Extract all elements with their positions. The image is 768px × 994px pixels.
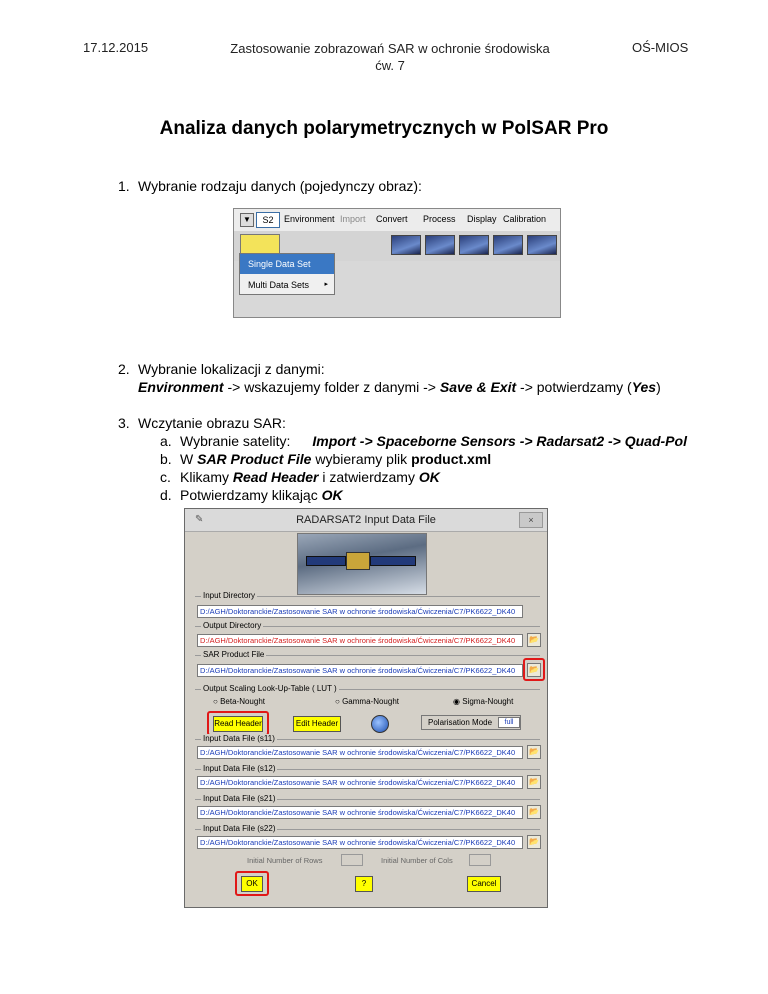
step-2-environment: Environment <box>138 379 224 395</box>
feather-icon: ✎ <box>195 514 204 525</box>
header-course <box>200 40 580 74</box>
radio-beta-label: Beta-Nought <box>220 697 265 706</box>
highlight-ring <box>207 711 269 736</box>
step-3c-letter: c. <box>160 469 171 485</box>
radio-sigma-label: Sigma-Nought <box>462 697 514 706</box>
satellite-thumbnail-icon[interactable] <box>459 235 489 255</box>
step-3b <box>160 450 491 468</box>
radio-sigma[interactable] <box>453 697 513 706</box>
polarisation-mode-label: Polarisation Mode <box>428 718 493 727</box>
step-3a-path: Import -> Spaceborne Sensors -> Radarsat2 -> Quad-Pol <box>312 433 687 449</box>
ok-button[interactable]: OK <box>241 876 263 892</box>
step-3a <box>160 432 687 450</box>
header-date: 17.12.2015 <box>83 40 149 55</box>
lut-label: Output Scaling Look-Up-Table ( LUT ) <box>203 684 337 693</box>
s12-label: Input Data File (s12) <box>203 764 276 773</box>
step-2-line2 <box>138 378 661 396</box>
s22-label: Input Data File (s22) <box>203 824 276 833</box>
edit-header-button[interactable]: Edit Header <box>293 716 341 732</box>
highlight-ring <box>523 658 545 681</box>
radarsat2-dialog <box>184 508 548 908</box>
globe-icon[interactable] <box>371 715 389 733</box>
dialog-title: RADARSAT2 Input Data File <box>296 514 436 526</box>
menu-display[interactable]: Display <box>467 214 497 224</box>
output-directory-label: Output Directory <box>203 621 262 630</box>
step-3d-pre: Potwierdzamy klikając <box>180 487 322 503</box>
step-3a-letter: a. <box>160 433 172 449</box>
radio-gamma[interactable] <box>335 697 399 706</box>
step-2-save-exit: Save & Exit <box>439 379 517 395</box>
s11-label: Input Data File (s11) <box>203 734 275 743</box>
s22-field[interactable]: D:/AGH/Doktoranckie/Zastosowanie SAR w ochronie środowiska/Ćwiczenia/C7/PK6622_DK40 <box>197 836 523 849</box>
satellite-thumbnail-icon[interactable] <box>425 235 455 255</box>
step-3-number: 3. <box>118 415 130 431</box>
radio-beta[interactable] <box>213 697 265 706</box>
header-course-line1: Zastosowanie zobrazowań SAR w ochronie środowiska <box>230 41 550 56</box>
input-directory-field[interactable]: D:/AGH/Doktoranckie/Zastosowanie SAR w ochronie środowiska/Ćwiczenia/C7/PK6622_DK40 <box>197 605 523 618</box>
step-1-text: Wybranie rodzaju danych (pojedynczy obraz): <box>138 178 422 194</box>
read-header-button[interactable]: Read Header <box>213 716 263 732</box>
step-3 <box>118 414 286 432</box>
folder-icon[interactable]: 📂 <box>527 663 541 677</box>
step-3c-ok: OK <box>418 469 440 485</box>
folder-icon[interactable]: 📂 <box>527 805 541 819</box>
submenu-arrow-icon: ▸ <box>324 281 328 288</box>
s12-field[interactable]: D:/AGH/Doktoranckie/Zastosowanie SAR w ochronie środowiska/Ćwiczenia/C7/PK6622_DK40 <box>197 776 523 789</box>
cols-label: Initial Number of Cols <box>381 856 453 865</box>
step-2-yes: Yes <box>631 379 657 395</box>
satellite-image <box>297 533 427 595</box>
rows-value <box>341 854 363 866</box>
menu-process[interactable]: Process <box>423 214 456 224</box>
cancel-button[interactable]: Cancel <box>467 876 501 892</box>
highlight-ring <box>235 871 269 896</box>
radio-gamma-label: Gamma-Nought <box>342 697 399 706</box>
folder-icon[interactable]: 📂 <box>527 633 541 647</box>
step-2-arrow2: -> potwierdzamy ( <box>516 379 632 395</box>
s11-field[interactable]: D:/AGH/Doktoranckie/Zastosowanie SAR w ochronie środowiska/Ćwiczenia/C7/PK6622_DK40 <box>197 746 523 759</box>
step-3b-file: product.xml <box>411 451 492 467</box>
step-2 <box>118 360 325 378</box>
step-1 <box>118 177 422 195</box>
close-icon[interactable]: × <box>519 512 543 528</box>
menu-bar <box>234 209 560 232</box>
menu-environment[interactable]: Environment <box>284 214 335 224</box>
solar-panel-right <box>370 556 416 566</box>
menu-import[interactable]: Import <box>340 214 366 224</box>
step-3c-mid: i zatwierdzamy <box>318 469 419 485</box>
help-button[interactable]: ? <box>355 876 373 892</box>
product-file-label: SAR Product File <box>203 650 265 659</box>
satellite-body <box>346 552 370 570</box>
step-3d-letter: d. <box>160 487 172 503</box>
dialog-titlebar <box>185 509 547 532</box>
s21-field[interactable]: D:/AGH/Doktoranckie/Zastosowanie SAR w ochronie środowiska/Ćwiczenia/C7/PK6622_DK40 <box>197 806 523 819</box>
satellite-thumbnail-icon[interactable] <box>391 235 421 255</box>
menu-item-single-data-set[interactable]: Single Data Set <box>240 254 334 274</box>
satellite-thumbnail-icon[interactable] <box>493 235 523 255</box>
folder-icon[interactable]: 📂 <box>527 775 541 789</box>
solar-panel-left <box>306 556 346 566</box>
step-3b-letter: b. <box>160 451 172 467</box>
s21-label: Input Data File (s21) <box>203 794 276 803</box>
step-3c-read-header: Read Header <box>232 469 319 485</box>
header-code: OŚ-MIOS <box>632 40 689 55</box>
mode-select[interactable]: S2 <box>256 212 280 228</box>
page-title: Analiza danych polarymetrycznych w PolSAR Pro <box>159 118 609 139</box>
input-directory-label: Input Directory <box>203 591 256 600</box>
step-3c-pre: Klikamy <box>180 469 233 485</box>
step-3d <box>160 486 343 504</box>
step-3b-pre: W <box>180 451 198 467</box>
menu-item-multi-data-sets[interactable] <box>240 275 334 295</box>
polsarpro-menu-screenshot <box>233 208 561 318</box>
dropdown-arrow-icon[interactable]: ▼ <box>240 213 254 227</box>
polarisation-mode-value: full <box>498 717 520 728</box>
step-2-line1: Wybranie lokalizacji z danymi: <box>138 361 325 377</box>
rows-label: Initial Number of Rows <box>247 856 323 865</box>
menu-item-multi-label: Multi Data Sets <box>248 280 310 290</box>
menu-calibration[interactable]: Calibration <box>503 214 547 224</box>
data-set-popup-menu <box>239 253 335 295</box>
step-3-text: Wczytanie obrazu SAR: <box>138 415 286 431</box>
folder-icon[interactable]: 📂 <box>527 745 541 759</box>
step-3b-mid: wybieramy plik <box>311 451 412 467</box>
step-1-number: 1. <box>118 178 130 194</box>
radio-off-icon: ○ <box>335 697 340 706</box>
menu-convert[interactable]: Convert <box>376 214 408 224</box>
satellite-thumbnail-icon[interactable] <box>527 235 557 255</box>
step-2-number: 2. <box>118 361 130 377</box>
step-3c <box>160 468 440 486</box>
step-2-close-paren: ) <box>656 379 661 395</box>
folder-icon[interactable]: 📂 <box>527 835 541 849</box>
step-2-arrow1: -> wskazujemy folder z danymi -> <box>223 379 440 395</box>
cols-value <box>469 854 491 866</box>
header-course-line2: ćw. 7 <box>375 58 405 73</box>
radio-on-icon: ◉ <box>453 697 460 706</box>
step-3d-ok: OK <box>321 487 343 503</box>
step-3a-text: Wybranie satelity: <box>180 433 291 449</box>
output-directory-field[interactable]: D:/AGH/Doktoranckie/Zastosowanie SAR w ochronie środowiska/Ćwiczenia/C7/PK6622_DK40 <box>197 634 523 647</box>
radio-off-icon: ○ <box>213 697 218 706</box>
step-3b-field: SAR Product File <box>197 451 312 467</box>
product-file-field[interactable]: D:/AGH/Doktoranckie/Zastosowanie SAR w ochronie środowiska/Ćwiczenia/C7/PK6622_DK40 <box>197 664 523 677</box>
